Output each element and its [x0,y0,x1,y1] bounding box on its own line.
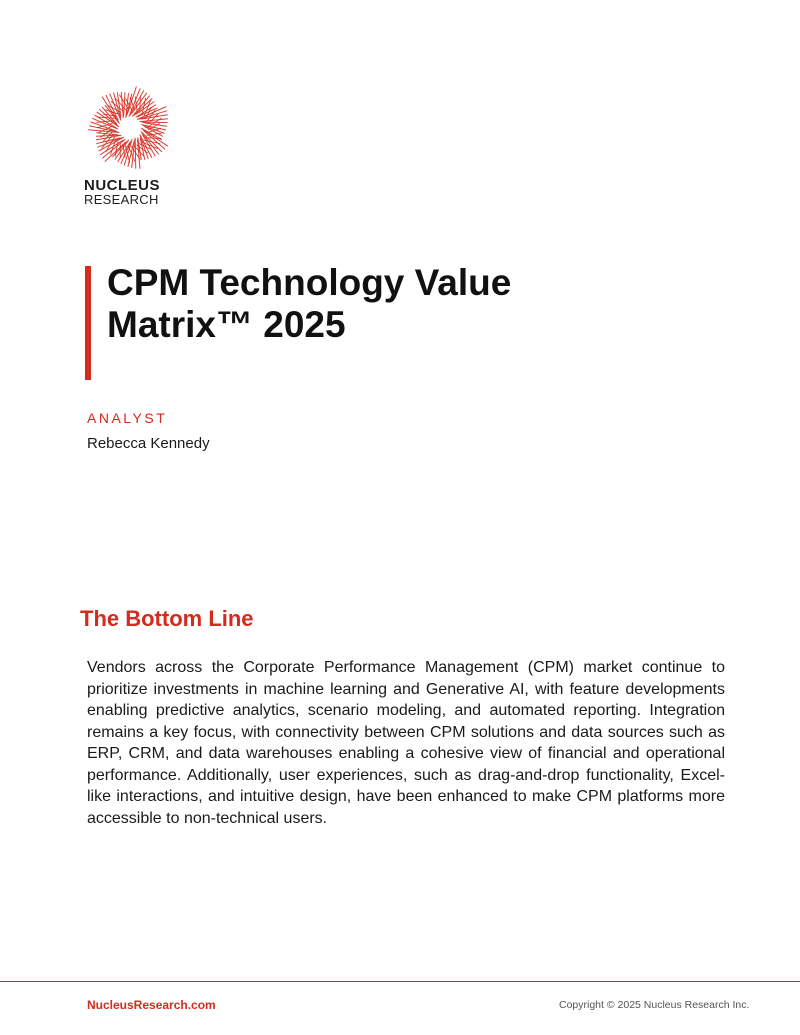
footer-divider [0,981,800,982]
section-heading: The Bottom Line [80,606,254,631]
analyst-name: Rebecca Kennedy [87,435,210,452]
footer-copyright: Copyright © 2025 Nucleus Research Inc. [559,999,750,1011]
analyst-label: ANALYST [87,410,168,426]
logo-wordmark-nucleus: NUCLEUS [84,177,161,194]
sunburst-logo-icon [82,84,182,174]
footer-website-link[interactable]: NucleusResearch.com [87,998,216,1012]
title-line-2: Matrix™ 2025 [107,304,346,345]
logo-wordmark-research: RESEARCH [84,192,159,207]
title-accent-bar [85,266,91,380]
title-line-1: CPM Technology Value [107,262,512,303]
page-title [107,262,707,346]
section-body: Vendors across the Corporate Performance Management (CPM) market continue to prioritize investments in machine learning and Generative AI, with feature developments enabling predictive analytics, scenario modeling, and automated reporting. Integration remains a key focus, with connectivity between CPM solutions and data sources such as ERP, CRM, and data warehouses enabling a cohesive view of financial and operational performance. Additionally, user experiences, such as drag-and-drop functionality, Excel-like interactions, and intuitive design, have been enhanced to make CPM platforms more accessible to non-technical users. [87,659,725,827]
